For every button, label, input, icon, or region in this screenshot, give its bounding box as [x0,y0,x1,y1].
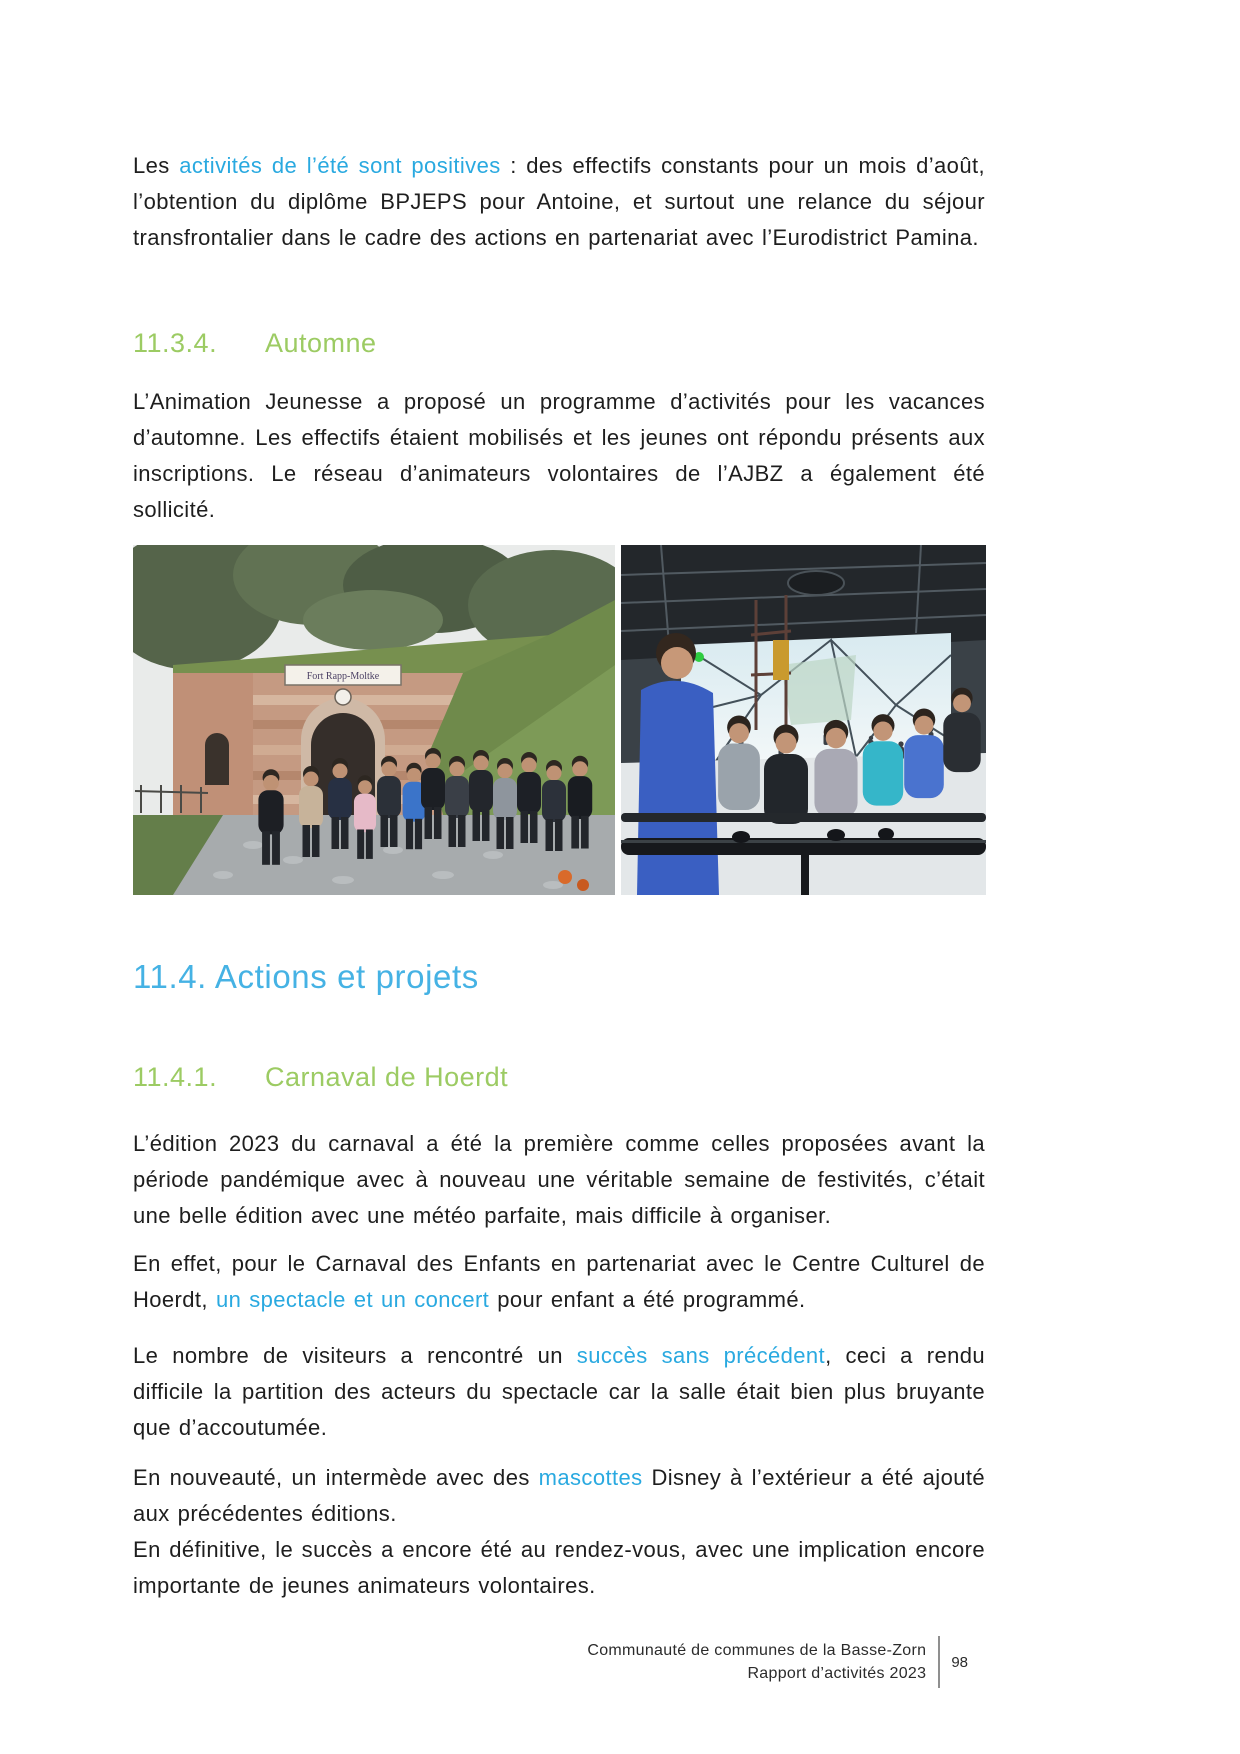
footer-text [587,1639,926,1685]
carnaval-p2-highlight: un spectacle et un concert [215,1287,490,1312]
intro-rest: : des effectifs constants pour un mois d’août, l’obtention du diplôme BPJEPS pour Antoine, et surtout une relance du séjour transfrontalier dans le cadre des actions en partenariat avec l’Eurodistrict Pamina. [133,153,985,250]
carnaval-p4-prefix: En nouveauté, un intermède avec des [133,1465,539,1490]
paragraph-carnaval-3 [133,1338,985,1446]
intro-prefix: Les [133,153,180,178]
fort-sign-text: Fort Rapp-Moltke [306,671,380,682]
heading-automne-title: Automne [265,328,377,358]
photo-row [133,545,986,895]
heading-actions-number: 11.4. [133,958,207,995]
page-number: 98 [951,1653,968,1671]
carnaval-p2-suffix: pour enfant a été programmé. [489,1287,806,1312]
heading-automne-number: 11.3.4. [133,328,218,358]
paragraph-carnaval-1: L’édition 2023 du carnaval a été la première comme celles proposées avant la période pandémique avec à nouveau une véritable semaine de festivités, c’était une belle édition avec une météo parfaite, mais difficile à organiser. [133,1131,985,1228]
carnaval-p2-prefix: En effet, pour le Carnaval des Enfants en partenariat avec le Centre Culturel de Hoerdt, [133,1251,985,1312]
footer-line1: Communauté de communes de la Basse-Zorn [587,1642,927,1659]
paragraph-automne: L’Animation Jeunesse a proposé un programme d’activités pour les vacances d’automne. Les effectifs étaient mobilisés et les jeunes ont répondu présents aux inscriptions. Le réseau d’animateurs volontaires de l’AJBZ a également été sollicité. [133,389,985,522]
paragraph-carnaval-4 [133,1460,985,1532]
footer-line2: Rapport d’activités 2023 [747,1665,927,1682]
heading-carnaval-number: 11.4.1. [133,1062,218,1092]
heading-actions-projets [133,958,985,996]
carnaval-p3-highlight: succès sans précédent [576,1343,826,1368]
footer-divider [938,1636,940,1688]
photo-ice-rink-illustration [621,545,986,895]
photo-fort-group-illustration [133,545,615,895]
carnaval-p4-highlight: mascottes [538,1465,643,1490]
heading-actions-title: Actions et projets [214,958,479,995]
paragraph-carnaval-5: En définitive, le succès a encore été au rendez-vous, avec une implication encore importante de jeunes animateurs volontaires. [133,1537,985,1598]
photo-ice-rink [621,545,986,895]
paragraph-carnaval-2 [133,1246,985,1318]
heading-carnaval [133,1062,985,1093]
paragraph-intro [133,148,985,256]
intro-highlight: activités de l’été sont positives [179,153,501,178]
heading-carnaval-title: Carnaval de Hoerdt [265,1062,509,1092]
page-footer [587,1636,968,1688]
carnaval-p3-suffix: , ceci a rendu difficile la partition des acteurs du spectacle car la salle était bien plus bruyante que d’accoutumée. [133,1343,985,1440]
carnaval-p3-prefix: Le nombre de visiteurs a rencontré un [133,1343,577,1368]
heading-automne [133,328,985,359]
carnaval-p4-suffix: Disney à l’extérieur a été ajouté aux précédentes éditions. [133,1465,985,1526]
photo-fort-group [133,545,615,895]
